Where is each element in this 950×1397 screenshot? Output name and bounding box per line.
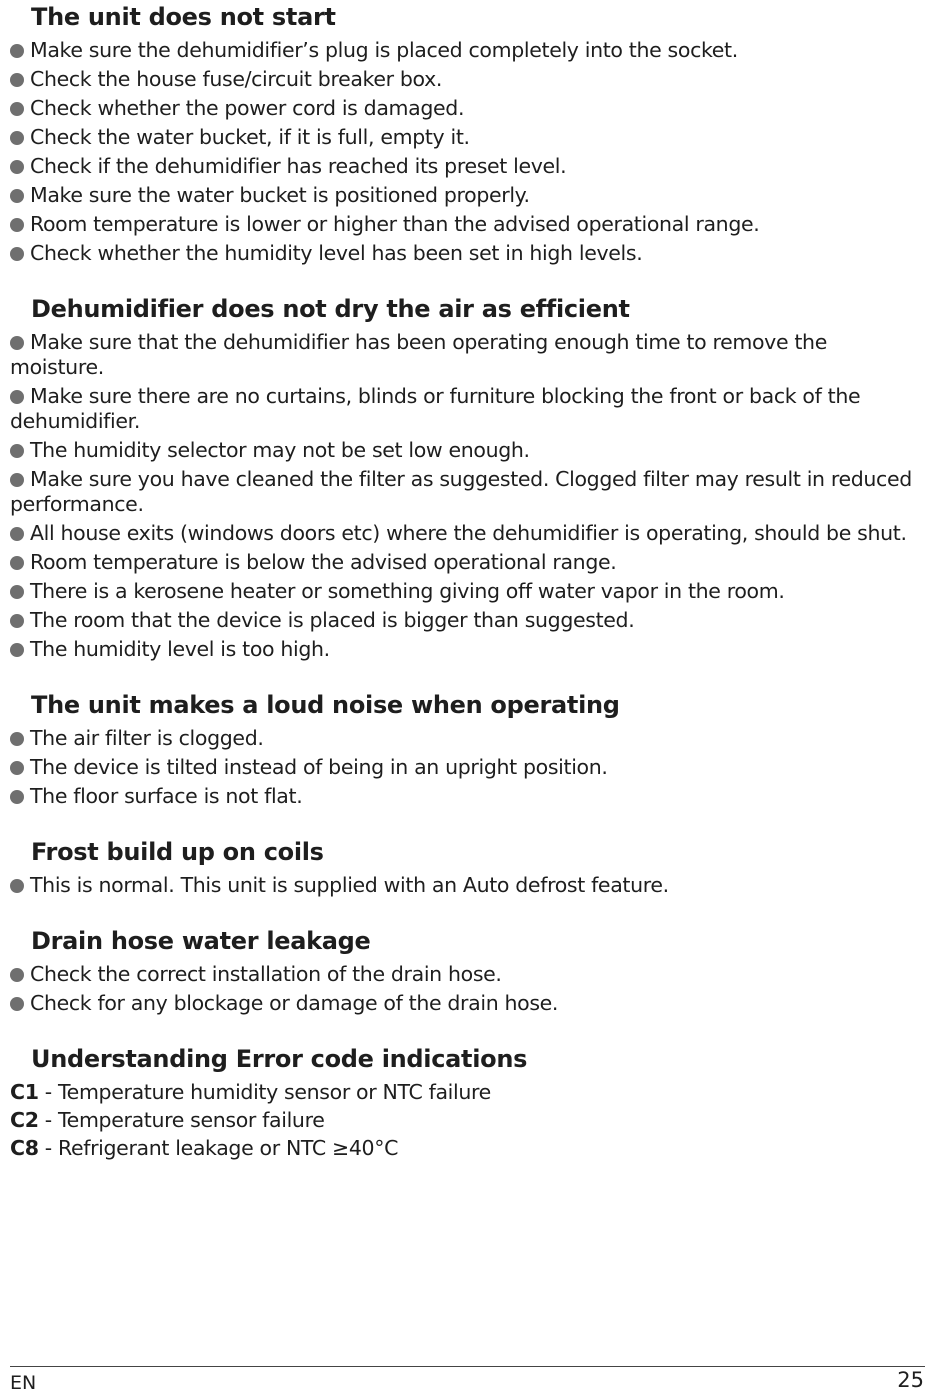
error-code-row: [10, 1134, 925, 1162]
section-heading: Dehumidifier does not dry the air as efficient: [31, 295, 630, 323]
bullet-list: [10, 726, 925, 809]
list-item: The humidity selector may not be set low enough.: [10, 438, 925, 463]
list-item: There is a kerosene heater or something giving off water vapor in the room.: [10, 579, 925, 604]
list-item: Make sure that the dehumidifier has been operating enough time to remove the moisture.: [10, 330, 827, 379]
list-item: Make sure the water bucket is positioned properly.: [10, 183, 925, 208]
section-unit-does-not-start: [10, 2, 925, 266]
list-item: Room temperature is lower or higher than the advised operational range.: [10, 212, 925, 237]
list-item: Check the house fuse/circuit breaker box.: [10, 67, 925, 92]
bullet-icon: [10, 968, 24, 982]
error-code-list: [10, 1078, 925, 1162]
error-description: - Temperature humidity sensor or NTC failure: [38, 1080, 491, 1104]
bullet-icon: [10, 732, 24, 746]
bullet-icon: [10, 761, 24, 775]
bullet-icon: [10, 879, 24, 893]
list-item: All house exits (windows doors etc) where the dehumidifier is operating, should be shut.: [10, 521, 925, 546]
section-heading: The unit makes a loud noise when operating: [31, 691, 620, 719]
bullet-list: [10, 962, 925, 1016]
section-heading: Drain hose water leakage: [31, 927, 371, 955]
section-frost-build-up: [10, 837, 925, 898]
footer-divider: [10, 1366, 925, 1367]
list-item: Room temperature is below the advised operational range.: [10, 550, 925, 575]
bullet-icon: [10, 160, 24, 174]
bullet-icon: [10, 44, 24, 58]
bullet-list: [10, 873, 925, 898]
error-code: C8: [10, 1136, 39, 1160]
document-body: [10, 0, 925, 1162]
error-description: - Refrigerant leakage or NTC ≥40°C: [38, 1136, 399, 1160]
list-item: Check the water bucket, if it is full, empty it.: [10, 125, 925, 150]
bullet-list: [10, 38, 925, 266]
list-item: Check whether the power cord is damaged.: [10, 96, 925, 121]
list-item: The device is tilted instead of being in an upright position.: [10, 755, 925, 780]
bullet-icon: [10, 336, 24, 350]
bullet-icon: [10, 444, 24, 458]
bullet-list: [10, 330, 925, 662]
section-heading: Understanding Error code indications: [31, 1045, 528, 1073]
section-does-not-dry-air: [10, 294, 925, 662]
section-drain-hose-leakage: [10, 926, 925, 1016]
error-code-row: [10, 1106, 925, 1134]
bullet-icon: [10, 473, 24, 487]
list-item: Check for any blockage or damage of the drain hose.: [10, 991, 925, 1016]
list-item: The room that the device is placed is bigger than suggested.: [10, 608, 925, 633]
bullet-icon: [10, 73, 24, 87]
error-code: C1: [10, 1080, 39, 1104]
bullet-icon: [10, 131, 24, 145]
list-item: The floor surface is not flat.: [10, 784, 925, 809]
bullet-icon: [10, 614, 24, 628]
bullet-icon: [10, 390, 24, 404]
bullet-icon: [10, 102, 24, 116]
section-error-codes: [10, 1044, 925, 1162]
list-item: This is normal. This unit is supplied with an Auto defrost feature.: [10, 873, 925, 898]
bullet-icon: [10, 189, 24, 203]
bullet-icon: [10, 997, 24, 1011]
list-item: The air filter is clogged.: [10, 726, 925, 751]
section-heading: Frost build up on coils: [31, 838, 324, 866]
bullet-icon: [10, 585, 24, 599]
bullet-icon: [10, 643, 24, 657]
page-number: 25: [897, 1368, 924, 1392]
bullet-icon: [10, 218, 24, 232]
list-item: Make sure you have cleaned the filter as suggested. Clogged filter may result in reduced performance.: [10, 467, 912, 516]
bullet-icon: [10, 527, 24, 541]
footer-language: EN: [10, 1372, 37, 1394]
section-heading: The unit does not start: [31, 3, 336, 31]
list-item: Check whether the humidity level has been set in high levels.: [10, 241, 925, 266]
error-code-row: [10, 1078, 925, 1106]
list-item: Make sure the dehumidifier’s plug is placed completely into the socket.: [10, 38, 925, 63]
list-item: Check the correct installation of the drain hose.: [10, 962, 925, 987]
error-code: C2: [10, 1108, 39, 1132]
list-item: Make sure there are no curtains, blinds or furniture blocking the front or back of the dehumidifier.: [10, 384, 861, 433]
error-description: - Temperature sensor failure: [38, 1108, 325, 1132]
bullet-icon: [10, 247, 24, 261]
bullet-icon: [10, 556, 24, 570]
bullet-icon: [10, 790, 24, 804]
list-item: Check if the dehumidifier has reached its preset level.: [10, 154, 925, 179]
section-loud-noise: [10, 690, 925, 809]
list-item: The humidity level is too high.: [10, 637, 925, 662]
